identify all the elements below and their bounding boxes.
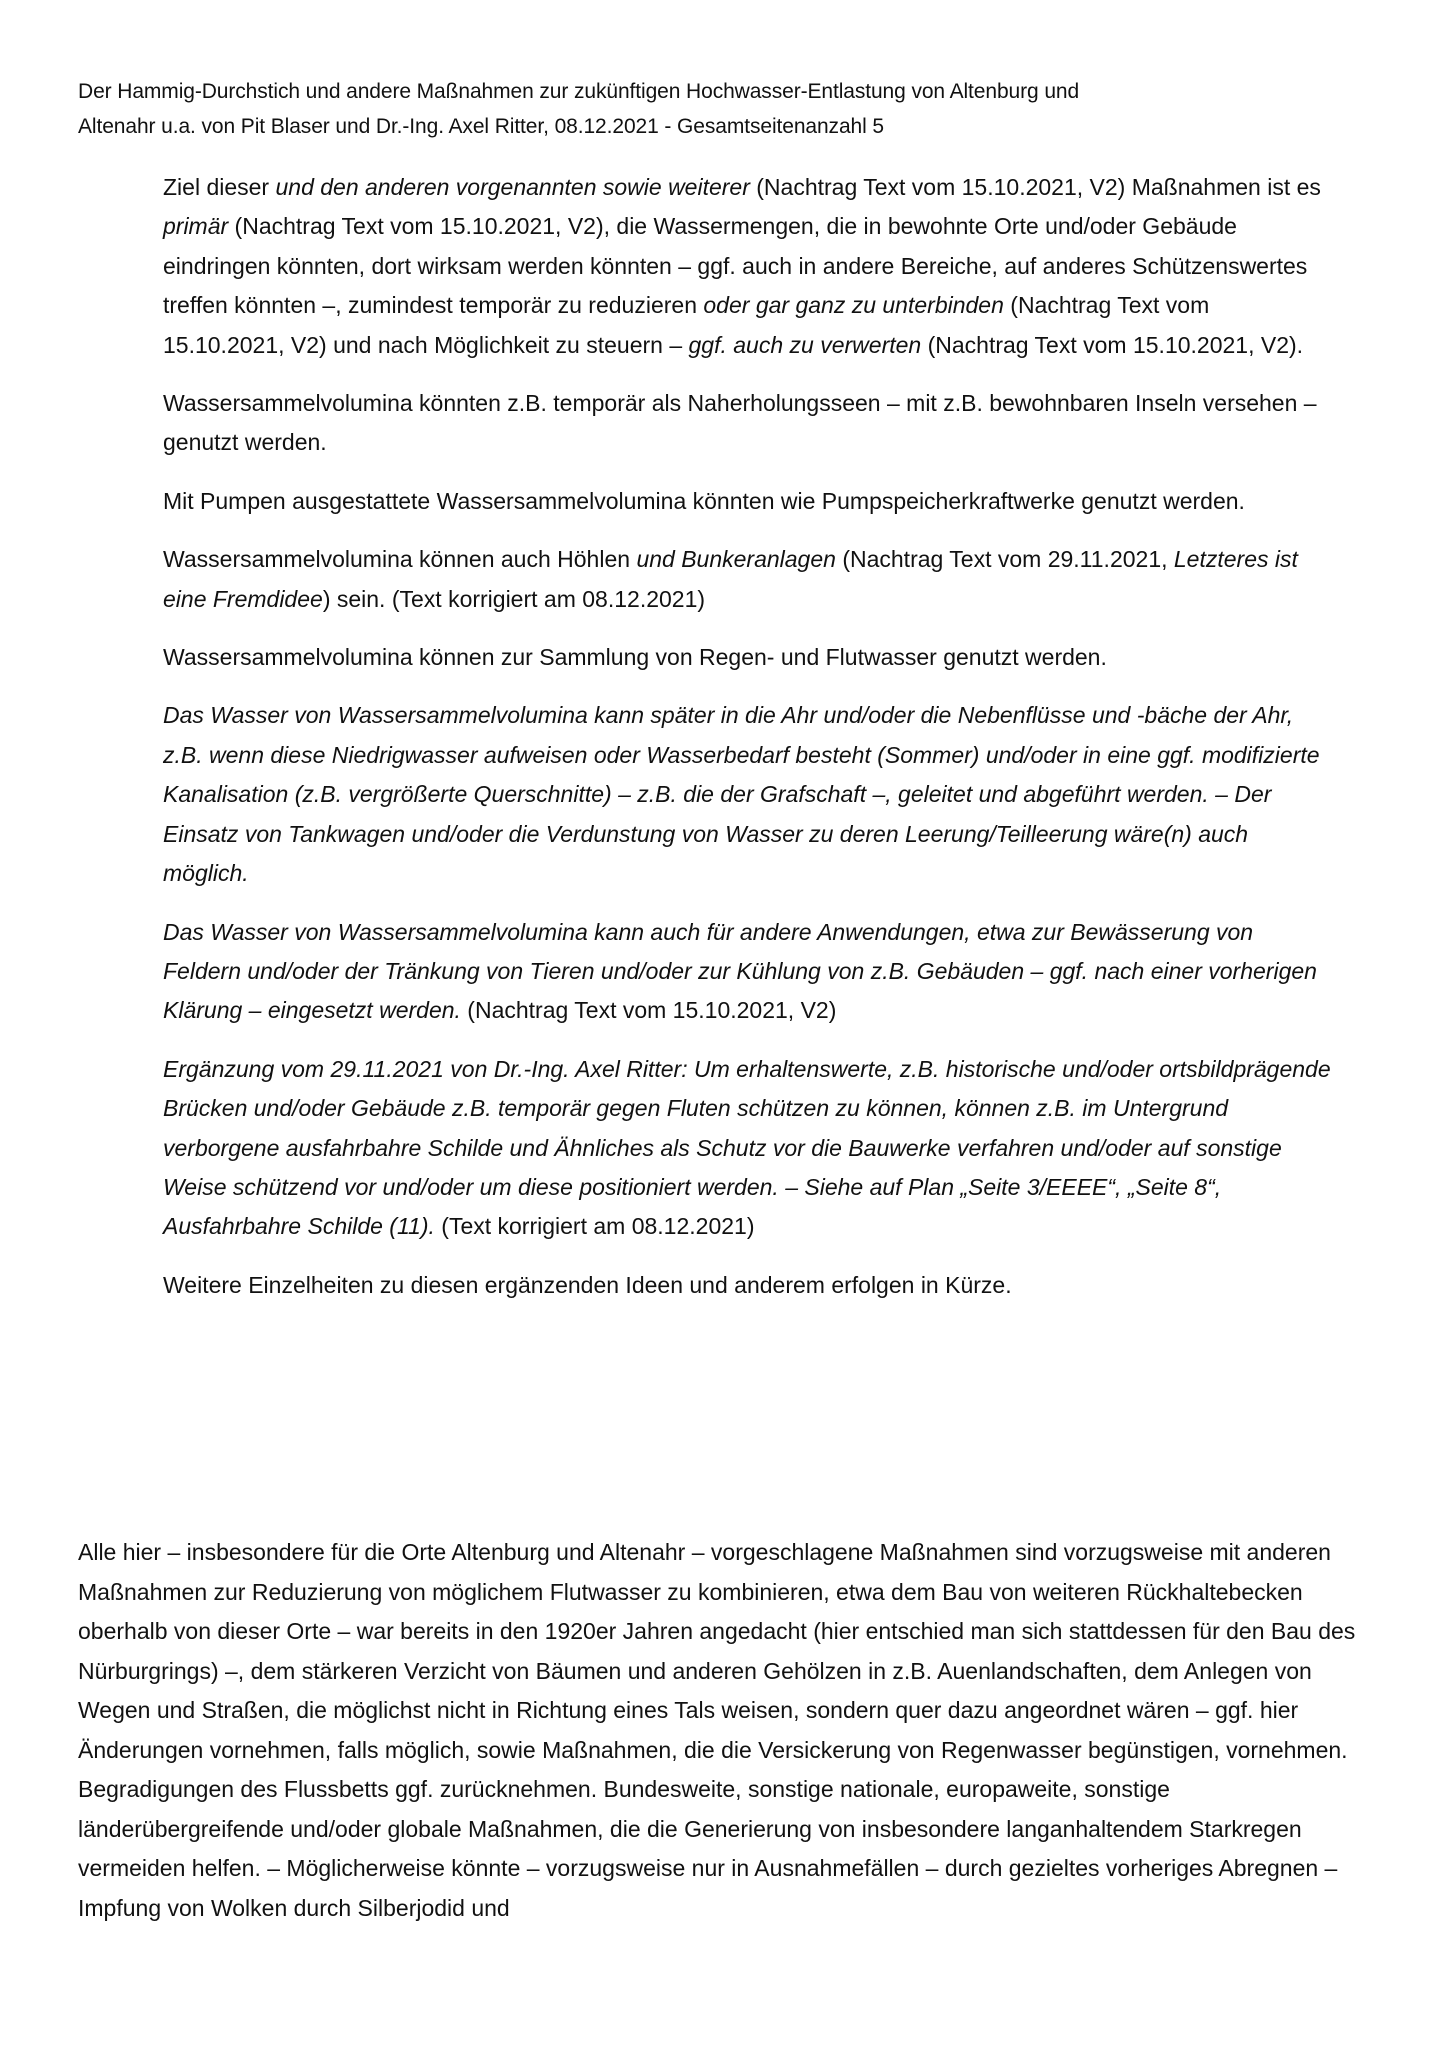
paragraph-recreation-lakes: Wassersammelvolumina könnten z.B. temporär als Naherholungsseen – mit z.B. bewohnbaren Inseln versehen – genutzt werden. bbox=[163, 390, 1317, 456]
text-run: (Nachtrag Text vom 15.10.2021, V2). bbox=[921, 331, 1304, 358]
text-run: Wassersammelvolumina können auch Höhlen bbox=[163, 546, 637, 573]
text-run: (Nachtrag Text vom 15.10.2021, V2) bbox=[460, 997, 837, 1024]
paragraph-further-details: Weitere Einzelheiten zu diesen ergänzenden Ideen und anderem erfolgen in Kürze. bbox=[163, 1271, 1012, 1298]
italic-run: ggf. auch zu verwerten bbox=[688, 331, 922, 358]
paragraph-goal bbox=[163, 168, 1333, 365]
paragraph-other-uses bbox=[163, 913, 1333, 1031]
italic-run: und Bunkeranlagen bbox=[636, 546, 836, 573]
italic-run: Das Wasser von Wassersammelvolumina kann auch für andere Anwendungen, etwa zur Bewässerung von Feldern und/oder der Tränkung von Tieren und/oder zur Kühlung von z.B. Gebäuden – ggf. nach einer vorherigen Klärung – eingesetzt werden. bbox=[163, 918, 1317, 1024]
paragraph-collection: Wassersammelvolumina können zur Sammlung von Regen- und Flutwasser genutzt werden. bbox=[163, 644, 1107, 671]
header-line-1: Der Hammig-Durchstich und andere Maßnahmen zur zukünftigen Hochwasser-Entlastung von Altenburg und bbox=[78, 80, 1080, 103]
text-run: (Nachtrag Text vom 15.10.2021, V2) Maßnahmen ist es bbox=[749, 174, 1321, 200]
italic-run: Ergänzung vom 29.11.2021 von Dr.-Ing. Axel Ritter: Um erhaltenswerte, z.B. historische und/oder ortsbildprägende Brücken und/oder Gebäude z.B. temporär gegen Fluten schützen zu können, können z.B. im Untergrund verborgene ausfahrbahre Schilde und Ähnliches als Schutz vor die Bauwerke verfahren und/oder auf sonstige Weise schützend vor und/oder um diese positioniert werden. – Siehe auf Plan „Seite 3/EEEE“, „Seite 8“, Ausfahrbahre Schilde (11). bbox=[163, 1055, 1331, 1240]
paragraph-combined-measures: Alle hier – insbesondere für die Orte Altenburg und Altenahr – vorgeschlagene Maßnahmen sind vorzugsweise mit anderen Maßnahmen zur Reduzierung von möglichem Flutwasser zu kombinieren, etwa dem Bau von weiteren Rückhaltebecken oberhalb von dieser Orte – war bereits in den 1920er Jahren angedacht (hier entschied man sich stattdessen für den Bau des Nürburgrings) –, dem stärkeren Verzicht von Bäumen und anderen Gehölzen in z.B. Auenlandschaften, dem Anlegen von Wegen und Straßen, die möglichst nicht in Richtung eines Tals weisen, sondern quer dazu angeordnet wären – ggf. hier Änderungen vornehmen, falls möglich, sowie Maßnahmen, die die Versickerung von Regenwasser begünstigen, vornehmen. Begradigungen des Flussbetts ggf. zurücknehmen. Bundesweite, sonstige nationale, europaweite, sonstige länderübergreifende und/oder globale Maßnahmen, die die Generierung von insbesondere langanhaltendem Starkregen vermeiden helfen. – Möglicherweise könnte – vorzugsweise nur in Ausnahmefällen – durch gezieltes vorheriges Abregnen – Impfung von Wolken durch Silberjodid und bbox=[78, 1539, 1356, 1921]
text-run: (Text korrigiert am 08.12.2021) bbox=[434, 1213, 755, 1240]
paragraph-drainage: Das Wasser von Wassersammelvolumina kann später in die Ahr und/oder die Nebenflüsse und -bäche der Ahr, z.B. wenn diese Niedrigwasser aufweisen oder Wasserbedarf besteht (Sommer) und/oder in eine ggf. modifizierte Kanalisation (z.B. vergrößerte Querschnitte) – z.B. die der Grafschaft –, geleitet und abgeführt werden. – Der Einsatz von Tankwagen und/oder die Verdunstung von Wasser zu deren Leerung/Teilleerung wäre(n) auch möglich. bbox=[163, 702, 1320, 887]
text-run: (Nachtrag Text vom 15.10.2021, V2) und nach Möglichkeit zu steuern – bbox=[163, 292, 1210, 358]
text-run: (Nachtrag Text vom 29.11.2021, bbox=[835, 546, 1174, 573]
text-run: Ziel dieser bbox=[163, 174, 276, 200]
page-header bbox=[78, 74, 1378, 144]
header-line-2: Altenahr u.a. von Pit Blaser und Dr.-Ing. Axel Ritter, 08.12.2021 - Gesamtseitenanzahl 5 bbox=[78, 115, 884, 138]
paragraph-caves-bunkers bbox=[163, 540, 1333, 619]
indented-section bbox=[163, 168, 1333, 1324]
italic-run: primär bbox=[163, 213, 229, 240]
italic-run: und den anderen vorgenannten sowie weiterer bbox=[275, 174, 750, 200]
text-run: (Nachtrag Text vom 15.10.2021, V2), die Wassermengen, die in bewohnte Orte und/oder Gebäude eindringen könnten, dort wirksam werden könnten – ggf. auch in andere Bereiche, auf anderes Schützenswertes treffen könnten –, zumindest temporär zu reduzieren bbox=[163, 213, 1308, 319]
italic-run: oder gar ganz zu unterbinden bbox=[703, 292, 1004, 319]
main-body bbox=[78, 1533, 1368, 1928]
italic-run: Letzteres ist eine Fremdidee bbox=[163, 546, 1298, 612]
paragraph-supplement bbox=[163, 1050, 1333, 1247]
text-run: ) sein. (Text korrigiert am 08.12.2021) bbox=[322, 585, 706, 612]
paragraph-pumped-storage: Mit Pumpen ausgestattete Wassersammelvolumina könnten wie Pumpspeicherkraftwerke genutzt werden. bbox=[163, 487, 1245, 514]
